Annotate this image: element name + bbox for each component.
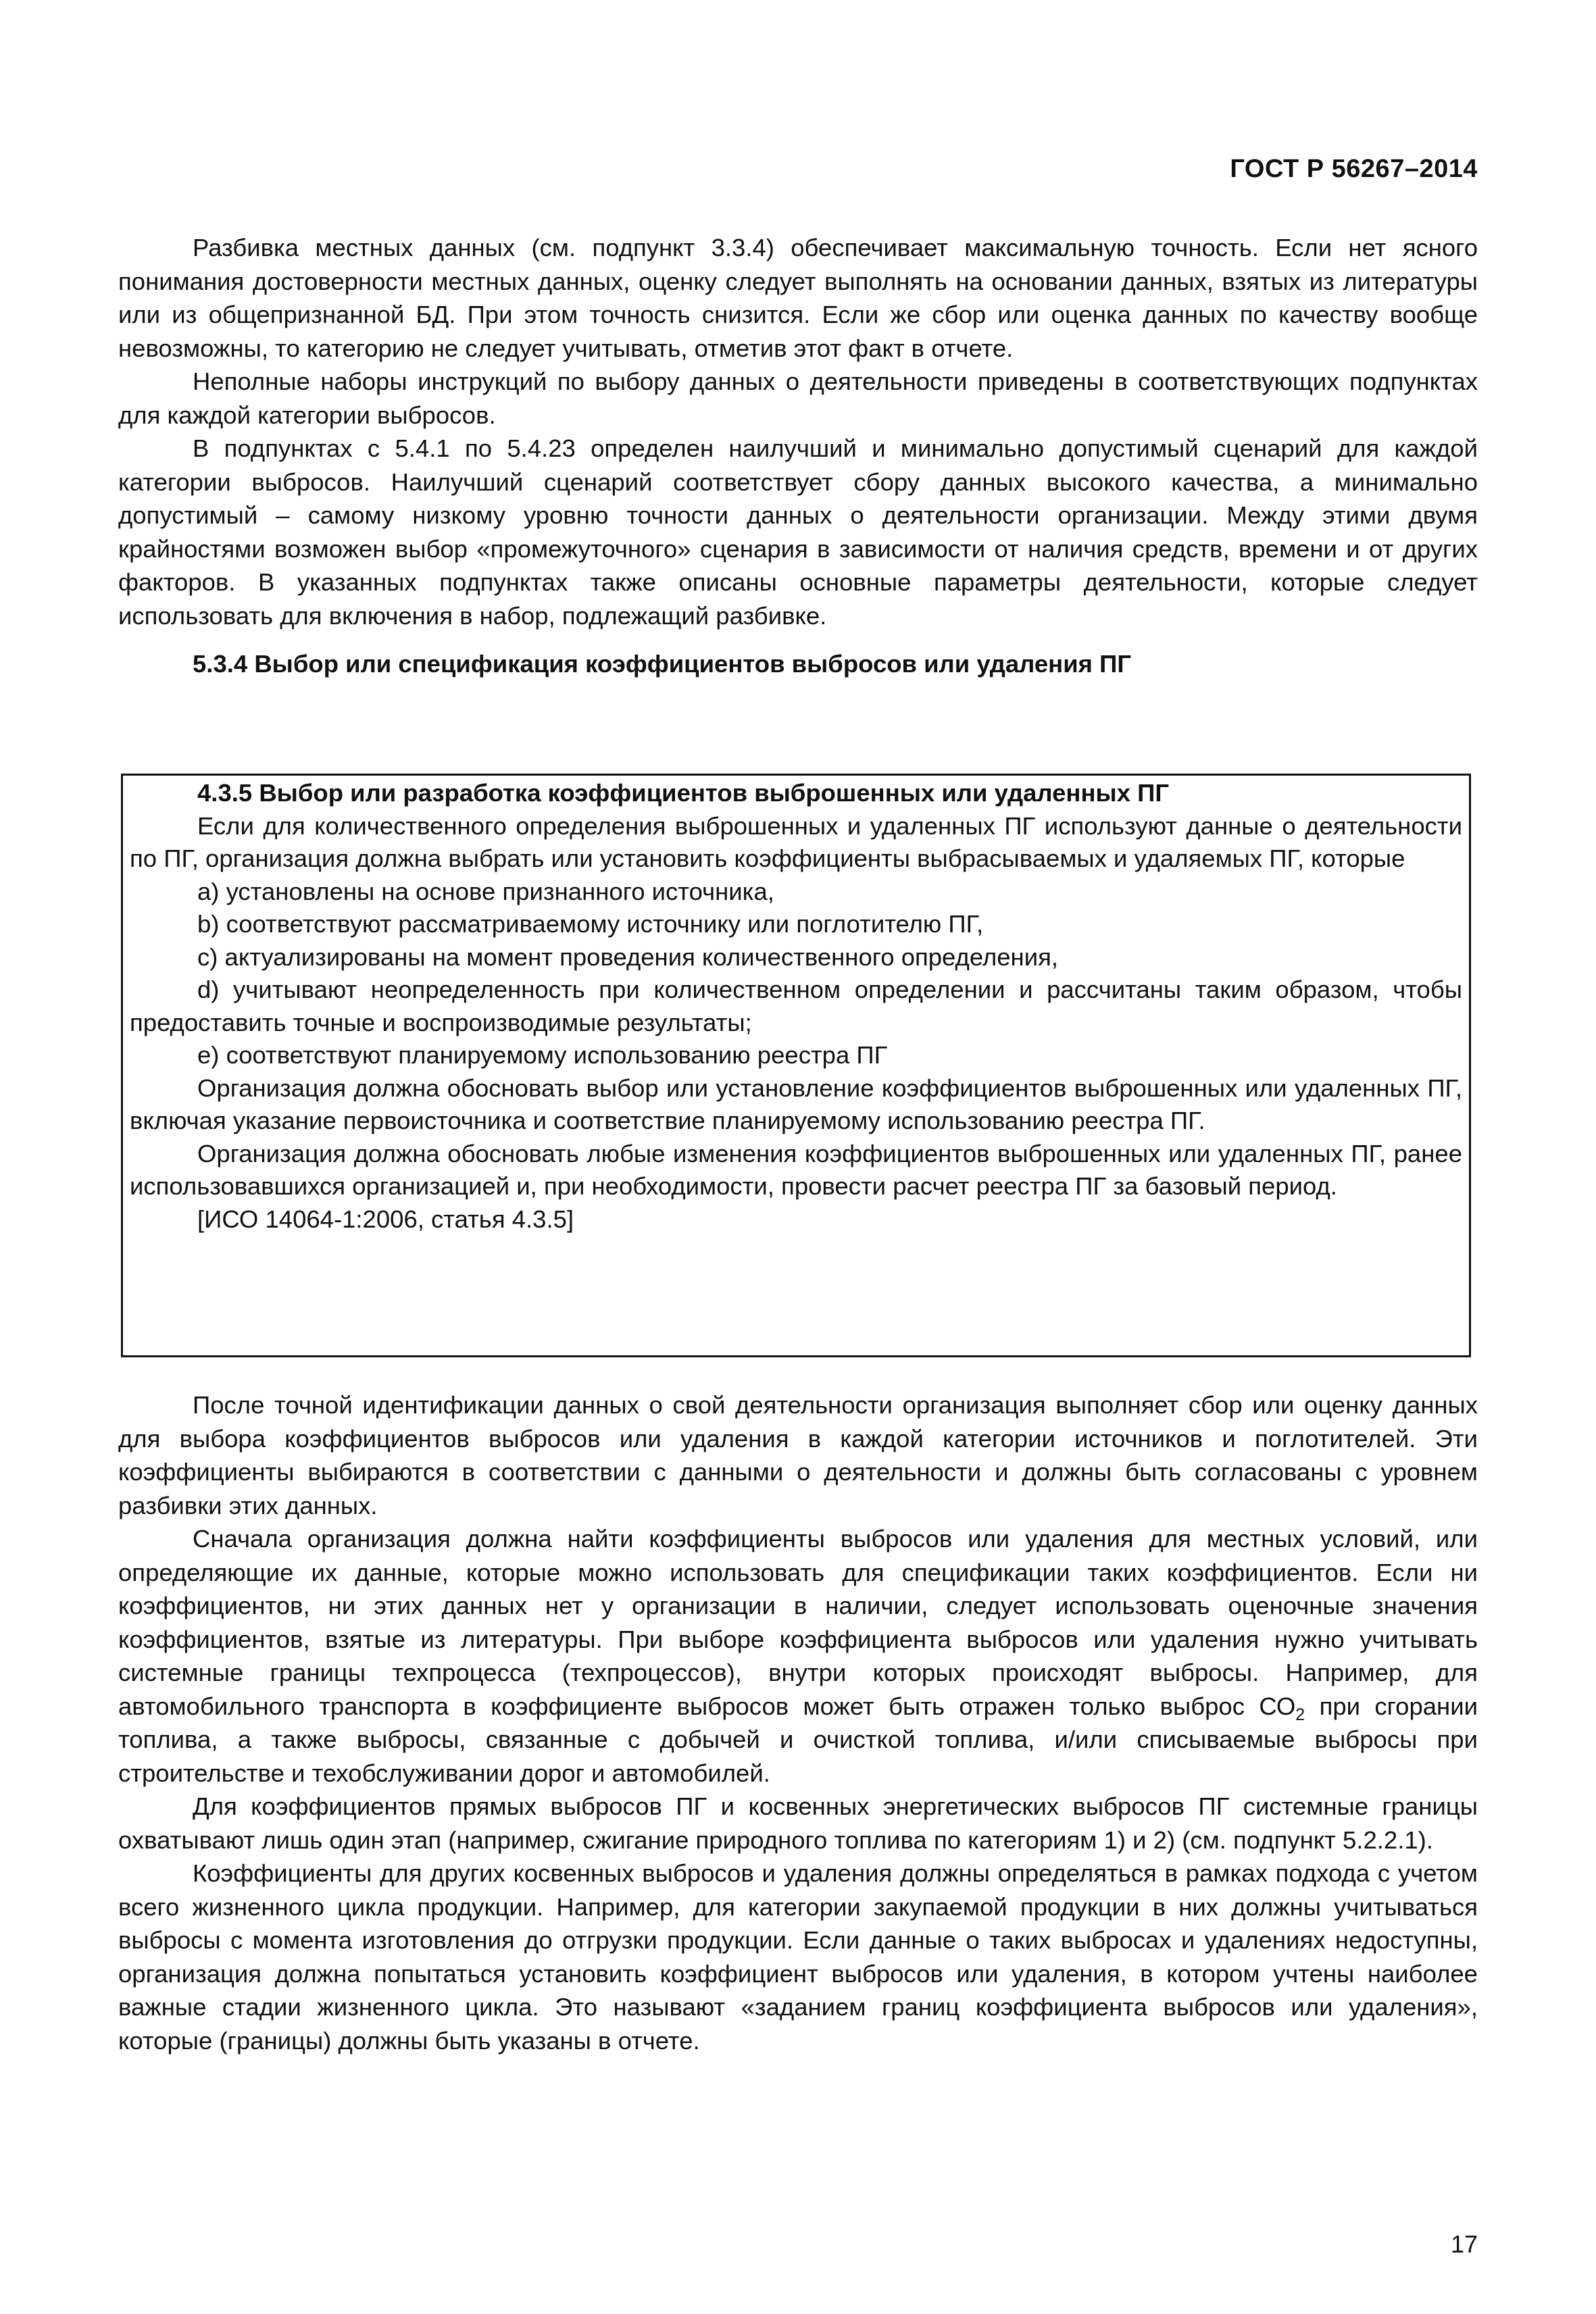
section-heading: 5.3.4 Выбор или спецификация коэффициентов выбросов или удаления ПГ <box>193 650 1132 678</box>
page-number: 17 <box>1450 2230 1478 2258</box>
quote-list-item: c) актуализированы на момент проведения количественного определения, <box>197 942 1058 971</box>
body-text-top <box>118 231 1478 693</box>
subscript: 2 <box>1295 1705 1305 1724</box>
paragraph: После точной идентификации данных о свой деятельности организация выполняет сбор или оценку данных для выбора коэффициентов выбросов или удаления в каждой категории источников и поглотителей. Эти коэффициенты выбираются в соответствии с данными о деятельности и должны быть согласованы с уровнем разбивки этих данных. <box>118 1391 1478 1519</box>
paragraph-text: Сначала организация должна найти коэффициенты выбросов или удаления для местных условий, или определяющие их данные, которые можно использовать для спецификации таких коэффициентов. Если ни коэффициентов, ни этих данных нет у организации в наличии, следует использовать оценочные значения коэффициентов, взятые из литературы. При выборе коэффициента выбросов или удаления нужно учитывать системные границы техпроцесса (техпроцессов), внутри которых происходят выбросы. Например, для автомобильного транспорта в коэффициенте выбросов может быть отражен только выброс СО <box>118 1525 1478 1720</box>
quote-paragraph: Организация должна обосновать любые изменения коэффициентов выброшенных или удаленных ПГ, ранее использовавшихся организацией и, при необходимости, провести расчет реестра ПГ за базовый период. <box>130 1139 1462 1200</box>
body-text-bottom <box>118 1388 1478 2057</box>
paragraph: Коэффициенты для других косвенных выбросов и удаления должны определяться в рамках подхода с учетом всего жизненного цикла продукции. Например, для категории закупаемой продукции в них должны учитываться выбросы с момента изготовления до отгрузки продукции. Если данные о таких выбросах и удалениях недоступны, организация должна попытаться установить коэффициент выбросов или удаления, в котором учтены наиболее важные стадии жизненного цикла. Это называют «заданием границ коэффициента выбросов или удаления», которые (границы) должны быть указаны в отчете. <box>118 1859 1478 2055</box>
paragraph: Разбивка местных данных (см. подпункт 3.3.4) обеспечивает максимальную точность. Если нет ясного понимания достоверности местных данных, оценку следует выполнять на основании данных, взятых из литературы или из общепризнанной БД. При этом точность снизится. Если же сбор или оценка данных по качеству вообще невозможны, то категорию не следует учитывать, отметив этот факт в отчете. <box>118 234 1478 362</box>
document-code-header: ГОСТ Р 56267–2014 <box>1230 155 1478 183</box>
quote-citation: [ИСО 14064-1:2006, статья 4.3.5] <box>197 1205 574 1233</box>
quote-list-item: b) соответствуют рассматриваемому источнику или поглотителю ПГ, <box>197 910 984 938</box>
quote-paragraph: Организация должна обосновать выбор или установление коэффициентов выброшенных или удаленных ПГ, включая указание первоисточника и соответствие планируемому использованию реестра ПГ. <box>130 1074 1462 1134</box>
paragraph-text: при сгорании топлива, а также выбросы, связанные с добычей и очисткой топлива, и/или списываемые выбросы при строительстве и техобслуживании дорог и автомобилей. <box>118 1692 1478 1787</box>
paragraph: Неполные наборы инструкций по выбору данных о деятельности приведены в соответствующих подпунктах для каждой категории выбросов. <box>118 368 1478 429</box>
paragraph <box>118 1522 1478 1790</box>
quote-heading: 4.3.5 Выбор или разработка коэффициентов выброшенных или удаленных ПГ <box>197 779 1170 807</box>
quote-intro: Если для количественного определения выброшенных и удаленных ПГ используют данные о деятельности по ПГ, организация должна выбрать или установить коэффициенты выбрасываемых и удаляемых ПГ, которые <box>130 811 1462 872</box>
quote-list-item: d) учитывают неопределенность при количественном определении и рассчитаны таким образом, чтобы предоставить точные и воспроизводимые результаты; <box>130 976 1462 1036</box>
quote-list-item: e) соответствуют планируемому использованию реестра ПГ <box>197 1041 888 1069</box>
paragraph: В подпунктах с 5.4.1 по 5.4.23 определен наилучший и минимально допустимый сценарий для каждой категории выбросов. Наилучший сценарий соответствует сбору данных высокого качества, а минимально допустимый – самому низкому уровню точности данных о деятельности организации. Между этими двумя крайностями возможен выбор «промежуточного» сценария в зависимости от наличия средств, времени и от других факторов. В указанных подпунктах также описаны основные параметры деятельности, которые следует использовать для включения в набор, подлежащий разбивке. <box>118 434 1478 630</box>
quote-list-item: a) установлены на основе признанного источника, <box>197 877 774 905</box>
iso-quote-box <box>121 774 1471 1357</box>
paragraph: Для коэффициентов прямых выбросов ПГ и косвенных энергетических выбросов ПГ системные границы охватывают лишь один этап (например, сжигание природного топлива по категориям 1) и 2) (см. подпункт 5.2.2.1). <box>118 1792 1478 1854</box>
